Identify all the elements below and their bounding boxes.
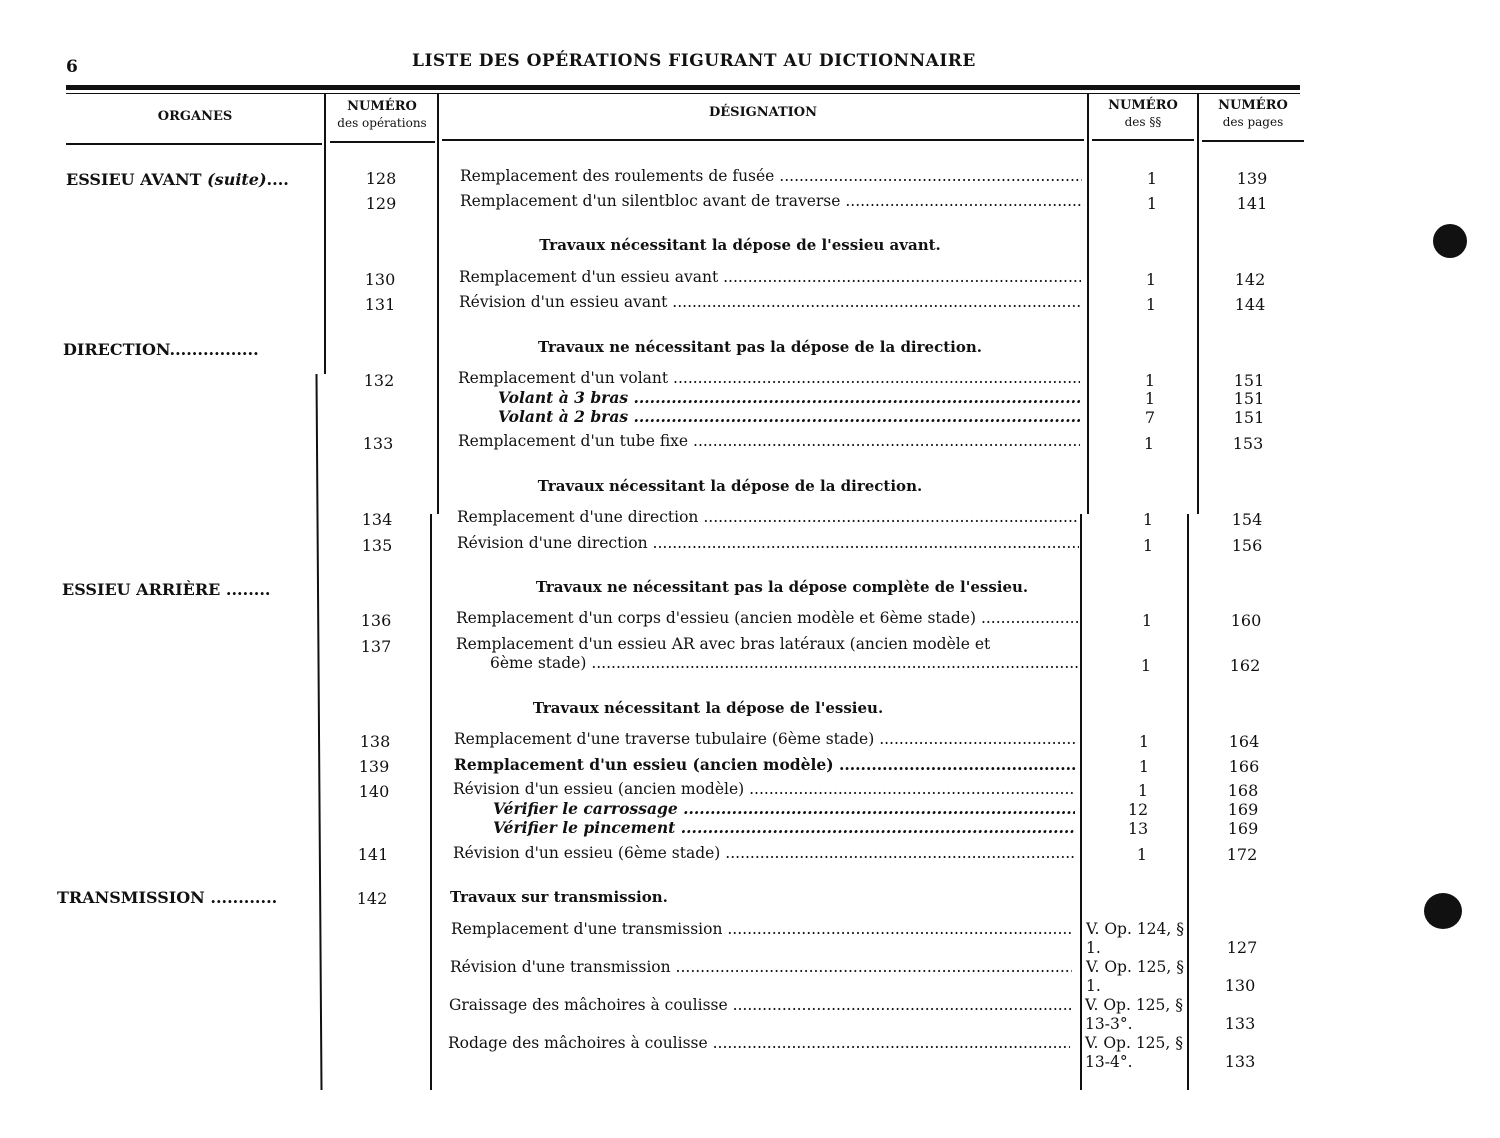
paragraph-number: 1	[1142, 536, 1154, 555]
designation: Remplacement d'un corps d'essieu (ancien modèle et 6ème stade) .....	[456, 609, 1078, 627]
op-number: 142	[356, 889, 388, 908]
page-ref: 151	[1233, 371, 1265, 390]
page-ref: 154	[1231, 510, 1263, 529]
designation: Remplacement d'une direction .....	[457, 508, 1079, 526]
designation-cont: 6ème stade) .....	[490, 654, 1078, 672]
op-number: 138	[359, 732, 391, 751]
designation-sub: Volant à 3 bras .....	[498, 388, 1080, 407]
header-rule-designation	[442, 139, 1084, 141]
header-numero-pages-line1: NUMÉRO	[1218, 98, 1288, 113]
header-organes-label: ORGANES	[157, 109, 233, 124]
page-ref: 169	[1227, 819, 1259, 838]
page-ref: 153	[1232, 434, 1264, 453]
page-ref: 139	[1236, 169, 1268, 188]
col-rule-1	[324, 94, 326, 374]
designation: Remplacement d'un volant .....	[458, 369, 1080, 387]
op-number: 136	[360, 611, 392, 630]
designation: Remplacement d'un tube fixe .....	[458, 432, 1080, 450]
page-ref: 133	[1224, 1052, 1256, 1071]
organ-essieu-arriere: ESSIEU ARRIÈRE ........	[62, 580, 271, 599]
punch-hole	[1424, 893, 1462, 929]
designation: Remplacement d'un essieu (ancien modèle) .....	[454, 755, 1076, 774]
paragraph-number: 1	[1141, 611, 1153, 630]
header-organes	[66, 108, 324, 125]
col-rule-2b	[430, 514, 432, 1090]
section-heading: Travaux nécessitant la dépose de la direction.	[537, 477, 923, 495]
designation: Remplacement d'un silentbloc avant de traverse .....	[460, 192, 1082, 210]
header-rule-organes	[66, 143, 322, 145]
organ-essieu-avant-dots: ....	[266, 170, 289, 189]
header-numero-ops-line1: NUMÉRO	[347, 99, 417, 114]
page-ref: 172	[1226, 845, 1258, 864]
page-ref: 168	[1227, 781, 1259, 800]
designation-sub: Volant à 2 bras .....	[498, 407, 1080, 426]
header-rule-pages	[1202, 140, 1304, 142]
paragraph-reference: V. Op. 125, § 13-4°.	[1085, 1034, 1184, 1071]
paragraph-number: 1	[1144, 371, 1156, 390]
top-thin-rule	[66, 93, 1300, 94]
header-numero-pages-line2: des pages	[1222, 115, 1284, 129]
paragraph-reference: V. Op. 124, § 1.	[1086, 920, 1185, 957]
section-heading: Travaux nécessitant la dépose de l'essieu avant.	[539, 236, 941, 254]
designation: Rodage des mâchoires à coulisse .....	[448, 1034, 1070, 1052]
op-number: 137	[360, 637, 392, 656]
page-ref: 133	[1224, 1014, 1256, 1033]
organ-essieu-avant-label: ESSIEU AVANT	[66, 170, 202, 189]
op-number: 128	[365, 169, 397, 188]
op-number: 140	[358, 782, 390, 801]
organ-essieu-avant	[66, 170, 289, 189]
paragraph-number: 13	[1127, 819, 1149, 838]
designation: Remplacement des roulements de fusée .....	[460, 167, 1082, 185]
header-numero-ops-line2: des opérations	[337, 116, 427, 130]
op-number: 141	[357, 845, 389, 864]
page-ref: 162	[1229, 656, 1261, 675]
paragraph-number: 1	[1140, 656, 1152, 675]
header-rule-ops	[330, 141, 435, 143]
designation: Graissage des mâchoires à coulisse .....	[449, 996, 1071, 1014]
col-rule-3b	[1080, 514, 1082, 1090]
page-ref: 160	[1230, 611, 1262, 630]
page-ref: 144	[1234, 295, 1266, 314]
paragraph-number: 1	[1144, 389, 1156, 408]
op-number: 131	[364, 295, 396, 314]
page-ref: 151	[1233, 408, 1265, 427]
op-number: 129	[365, 194, 397, 213]
designation: Remplacement d'un essieu AR avec bras latéraux (ancien modèle et	[456, 635, 991, 653]
page-ref: 164	[1228, 732, 1260, 751]
punch-hole	[1433, 224, 1467, 258]
designation-sub: Vérifier le carrossage .....	[493, 799, 1075, 818]
page-title: LISTE DES OPÉRATIONS FIGURANT AU DICTIONNAIRE	[412, 51, 976, 71]
paragraph-number: 1	[1145, 270, 1157, 289]
designation: Remplacement d'une transmission .....	[451, 920, 1073, 938]
page-ref: 142	[1234, 270, 1266, 289]
op-number: 132	[363, 371, 395, 390]
col-rule-3	[1087, 94, 1089, 514]
designation: Révision d'une direction .....	[457, 534, 1079, 552]
page-ref: 169	[1227, 800, 1259, 819]
op-number: 139	[358, 757, 390, 776]
paragraph-number: 1	[1138, 732, 1150, 751]
paragraph-number: 1	[1138, 757, 1150, 776]
paragraph-number: 1	[1146, 169, 1158, 188]
header-numero-pages	[1200, 97, 1306, 131]
designation: Remplacement d'un essieu avant .....	[459, 268, 1081, 286]
paragraph-number: 1	[1136, 845, 1148, 864]
organ-essieu-avant-suite: (suite)	[207, 170, 267, 189]
designation: Révision d'un essieu (6ème stade) .....	[453, 844, 1075, 862]
section-heading: Travaux nécessitant la dépose de l'essieu.	[532, 699, 884, 717]
col-rule-1b	[316, 374, 323, 1090]
paragraph-reference: V. Op. 125, § 13-3°.	[1085, 996, 1184, 1033]
paragraph-number: 7	[1144, 408, 1156, 427]
section-heading: Travaux sur transmission.	[450, 888, 668, 906]
header-numero-ss-line1: NUMÉRO	[1108, 98, 1178, 113]
designation: Remplacement d'une traverse tubulaire (6ème stade) .....	[454, 730, 1076, 748]
organ-direction: DIRECTION................	[63, 340, 259, 359]
paragraph-number: 1	[1146, 194, 1158, 213]
header-numero-ss	[1090, 97, 1196, 131]
op-number: 135	[361, 536, 393, 555]
op-number: 134	[361, 510, 393, 529]
paragraph-number: 12	[1127, 800, 1149, 819]
op-number: 133	[362, 434, 394, 453]
op-number: 130	[364, 270, 396, 289]
organ-transmission: TRANSMISSION ............	[57, 888, 278, 907]
top-thick-rule	[66, 85, 1300, 90]
page-ref: 127	[1226, 938, 1258, 957]
header-designation-label: DÉSIGNATION	[709, 105, 817, 120]
designation: Révision d'une transmission .....	[450, 958, 1072, 976]
page-ref: 151	[1233, 389, 1265, 408]
header-numero-ops	[328, 98, 436, 132]
page-ref: 130	[1224, 976, 1256, 995]
header-rule-ss	[1092, 139, 1194, 141]
col-rule-2	[437, 94, 439, 514]
section-heading: Travaux ne nécessitant pas la dépose complète de l'essieu.	[535, 578, 1029, 596]
designation: Révision d'un essieu avant .....	[459, 293, 1081, 311]
page-ref: 141	[1236, 194, 1268, 213]
paragraph-number: 1	[1143, 434, 1155, 453]
page-ref: 156	[1231, 536, 1263, 555]
paragraph-reference: V. Op. 125, § 1.	[1086, 958, 1185, 995]
page-ref: 166	[1228, 757, 1260, 776]
designation: Révision d'un essieu (ancien modèle) .....	[453, 780, 1075, 798]
header-designation	[440, 104, 1086, 121]
designation-sub: Vérifier le pincement .....	[493, 818, 1075, 837]
paragraph-number: 1	[1137, 781, 1149, 800]
paragraph-number: 1	[1145, 295, 1157, 314]
paragraph-number: 1	[1142, 510, 1154, 529]
header-numero-ss-line2: des §§	[1124, 115, 1162, 129]
section-heading: Travaux ne nécessitant pas la dépose de la direction.	[538, 338, 982, 356]
page-number: 6	[66, 57, 78, 77]
